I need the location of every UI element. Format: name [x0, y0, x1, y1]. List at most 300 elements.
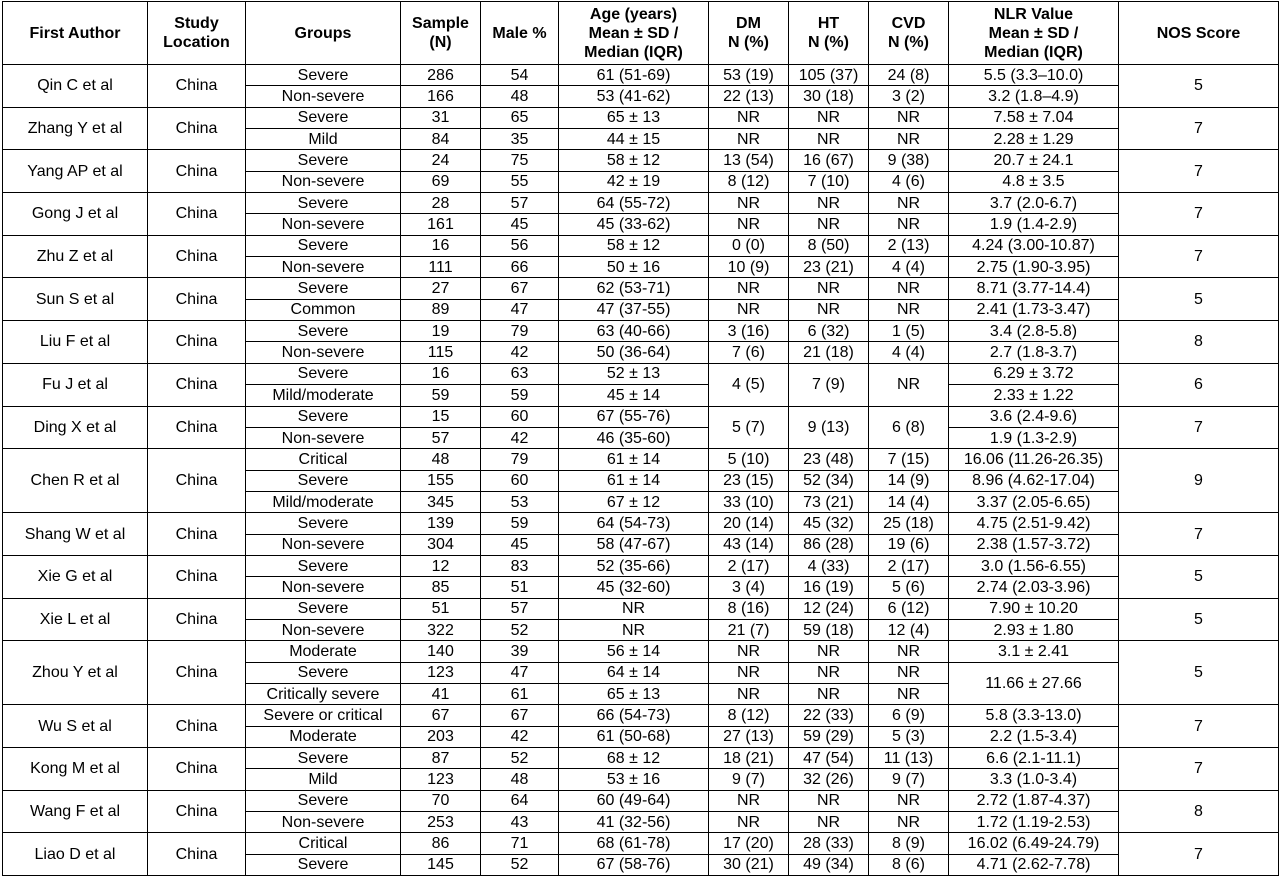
nos-score-cell: 7 [1119, 193, 1279, 236]
sample-cell: 57 [401, 427, 481, 448]
dm-cell: 5 (7) [709, 406, 789, 449]
sample-cell: 69 [401, 171, 481, 192]
column-header [789, 2, 869, 65]
dm-cell: NR [709, 812, 789, 833]
table-row [3, 790, 1279, 811]
group-cell: Severe [246, 513, 401, 534]
sample-cell: 86 [401, 833, 481, 854]
sample-cell: 16 [401, 363, 481, 384]
ht-cell: 21 (18) [789, 342, 869, 363]
first-author-cell: Yang AP et al [3, 150, 148, 193]
male-percent-cell: 57 [481, 598, 559, 619]
study-location-cell: China [148, 278, 246, 321]
sample-cell: 155 [401, 470, 481, 491]
first-author-cell: Xie G et al [3, 555, 148, 598]
ht-cell: 23 (48) [789, 449, 869, 470]
dm-cell: 2 (17) [709, 555, 789, 576]
column-header-line: NLR Value [993, 5, 1074, 23]
nos-score-cell: 8 [1119, 321, 1279, 364]
first-author-cell: Xie L et al [3, 598, 148, 641]
sample-cell: 166 [401, 86, 481, 107]
nos-score-cell: 5 [1119, 598, 1279, 641]
study-location-cell: China [148, 235, 246, 278]
ht-cell: 7 (10) [789, 171, 869, 192]
column-header [559, 2, 709, 65]
male-percent-cell: 39 [481, 641, 559, 662]
sample-cell: 115 [401, 342, 481, 363]
first-author-cell: Ding X et al [3, 406, 148, 449]
dm-cell: NR [709, 129, 789, 150]
table-row [3, 406, 1279, 427]
nlr-cell: 3.1 ± 2.41 [949, 641, 1119, 662]
group-cell: Moderate [246, 726, 401, 747]
group-cell: Severe [246, 598, 401, 619]
ht-cell: 22 (33) [789, 705, 869, 726]
ht-cell: 16 (67) [789, 150, 869, 171]
nlr-cell: 2.2 (1.5-3.4) [949, 726, 1119, 747]
table-row [3, 705, 1279, 726]
nos-score-cell: 7 [1119, 748, 1279, 791]
group-cell: Mild [246, 129, 401, 150]
cvd-cell: NR [869, 107, 949, 128]
cvd-cell: 14 (4) [869, 491, 949, 512]
dm-cell: 30 (21) [709, 854, 789, 875]
nlr-cell: 2.74 (2.03-3.96) [949, 577, 1119, 598]
age-cell: 52 ± 13 [559, 363, 709, 384]
ht-cell: NR [789, 193, 869, 214]
group-cell: Non-severe [246, 427, 401, 448]
ht-cell: 32 (26) [789, 769, 869, 790]
ht-cell: 105 (37) [789, 65, 869, 86]
column-header-line: DM [736, 15, 761, 32]
age-cell: 68 ± 12 [559, 748, 709, 769]
sample-cell: 123 [401, 662, 481, 683]
age-cell: 45 ± 14 [559, 385, 709, 406]
cvd-cell: 9 (38) [869, 150, 949, 171]
male-percent-cell: 79 [481, 321, 559, 342]
sample-cell: 253 [401, 812, 481, 833]
dm-cell: 8 (12) [709, 705, 789, 726]
cvd-cell: 6 (8) [869, 406, 949, 449]
sample-cell: 41 [401, 683, 481, 704]
dm-cell: NR [709, 107, 789, 128]
age-cell: 67 (55-76) [559, 406, 709, 427]
first-author-cell: Zhang Y et al [3, 107, 148, 150]
cvd-cell: 24 (8) [869, 65, 949, 86]
ht-cell: NR [789, 278, 869, 299]
ht-cell: NR [789, 812, 869, 833]
cvd-cell: NR [869, 193, 949, 214]
male-percent-cell: 35 [481, 129, 559, 150]
cvd-cell: 8 (9) [869, 833, 949, 854]
first-author-cell: Gong J et al [3, 193, 148, 236]
nos-score-cell: 5 [1119, 278, 1279, 321]
cvd-cell: 4 (4) [869, 257, 949, 278]
age-cell: 50 ± 16 [559, 257, 709, 278]
nlr-cell: 2.75 (1.90-3.95) [949, 257, 1119, 278]
sample-cell: 27 [401, 278, 481, 299]
nos-score-cell: 7 [1119, 150, 1279, 193]
male-percent-cell: 53 [481, 491, 559, 512]
cvd-cell: 7 (15) [869, 449, 949, 470]
cvd-cell: NR [869, 641, 949, 662]
study-location-cell: China [148, 65, 246, 108]
nlr-cell: 2.72 (1.87-4.37) [949, 790, 1119, 811]
male-percent-cell: 54 [481, 65, 559, 86]
dm-cell: 27 (13) [709, 726, 789, 747]
sample-cell: 145 [401, 854, 481, 875]
ht-cell: 30 (18) [789, 86, 869, 107]
cvd-cell: 2 (13) [869, 235, 949, 256]
group-cell: Severe [246, 278, 401, 299]
nlr-cell: 5.8 (3.3-13.0) [949, 705, 1119, 726]
ht-cell: NR [789, 299, 869, 320]
dm-cell: 0 (0) [709, 235, 789, 256]
column-header-line: (N) [429, 34, 452, 51]
nlr-cell: 2.41 (1.73-3.47) [949, 299, 1119, 320]
study-location-cell: China [148, 513, 246, 556]
first-author-cell: Sun S et al [3, 278, 148, 321]
dm-cell: 8 (12) [709, 171, 789, 192]
age-cell: 60 (49-64) [559, 790, 709, 811]
study-location-cell: China [148, 321, 246, 364]
dm-cell: 33 (10) [709, 491, 789, 512]
nos-score-cell: 7 [1119, 513, 1279, 556]
group-cell: Severe [246, 662, 401, 683]
male-percent-cell: 45 [481, 534, 559, 555]
age-cell: 66 (54-73) [559, 705, 709, 726]
nlr-cell: 16.06 (11.26-26.35) [949, 449, 1119, 470]
group-cell: Non-severe [246, 534, 401, 555]
male-percent-cell: 42 [481, 342, 559, 363]
dm-cell: NR [709, 278, 789, 299]
table-row [3, 363, 1279, 384]
group-cell: Severe or critical [246, 705, 401, 726]
male-percent-cell: 67 [481, 705, 559, 726]
cvd-cell: NR [869, 278, 949, 299]
table-row [3, 748, 1279, 769]
group-cell: Moderate [246, 641, 401, 662]
nos-score-cell: 7 [1119, 833, 1279, 876]
cvd-cell: NR [869, 812, 949, 833]
nlr-cell: 2.38 (1.57-3.72) [949, 534, 1119, 555]
sample-cell: 89 [401, 299, 481, 320]
ht-cell: 59 (29) [789, 726, 869, 747]
male-percent-cell: 52 [481, 854, 559, 875]
ht-cell: 49 (34) [789, 854, 869, 875]
age-cell: 44 ± 15 [559, 129, 709, 150]
group-cell: Severe [246, 470, 401, 491]
group-cell: Common [246, 299, 401, 320]
group-cell: Critically severe [246, 683, 401, 704]
age-cell: 52 (35-66) [559, 555, 709, 576]
dm-cell: NR [709, 790, 789, 811]
age-cell: 42 ± 19 [559, 171, 709, 192]
cvd-cell: 4 (6) [869, 171, 949, 192]
sample-cell: 123 [401, 769, 481, 790]
column-header-line: Study [174, 15, 219, 32]
group-cell: Non-severe [246, 86, 401, 107]
group-cell: Critical [246, 449, 401, 470]
column-header-line: Age (years) [589, 5, 678, 23]
age-cell: 53 (41-62) [559, 86, 709, 107]
age-cell: 61 ± 14 [559, 449, 709, 470]
nlr-cell: 1.9 (1.4-2.9) [949, 214, 1119, 235]
nlr-cell: 4.8 ± 3.5 [949, 171, 1119, 192]
ht-cell: 16 (19) [789, 577, 869, 598]
sample-cell: 51 [401, 598, 481, 619]
group-cell: Non-severe [246, 171, 401, 192]
first-author-cell: Shang W et al [3, 513, 148, 556]
column-header-line: N (%) [808, 34, 849, 51]
nlr-cell: 2.28 ± 1.29 [949, 129, 1119, 150]
dm-cell: 5 (10) [709, 449, 789, 470]
nos-score-cell: 8 [1119, 790, 1279, 833]
dm-cell: NR [709, 683, 789, 704]
table-row [3, 555, 1279, 576]
age-cell: 53 ± 16 [559, 769, 709, 790]
ht-cell: NR [789, 662, 869, 683]
age-cell: 41 (32-56) [559, 812, 709, 833]
nlr-cell: 3.2 (1.8–4.9) [949, 86, 1119, 107]
cvd-cell: 19 (6) [869, 534, 949, 555]
male-percent-cell: 42 [481, 726, 559, 747]
male-percent-cell: 67 [481, 278, 559, 299]
sample-cell: 19 [401, 321, 481, 342]
study-characteristics-table [2, 1, 1279, 876]
study-location-cell: China [148, 555, 246, 598]
male-percent-cell: 52 [481, 619, 559, 640]
first-author-cell: Kong M et al [3, 748, 148, 791]
cvd-cell: 6 (9) [869, 705, 949, 726]
first-author-cell: Qin C et al [3, 65, 148, 108]
ht-cell: 12 (24) [789, 598, 869, 619]
male-percent-cell: 47 [481, 299, 559, 320]
first-author-cell: Zhu Z et al [3, 235, 148, 278]
first-author-cell: Liu F et al [3, 321, 148, 364]
male-percent-cell: 48 [481, 86, 559, 107]
nlr-cell: 3.6 (2.4-9.6) [949, 406, 1119, 427]
cvd-cell: NR [869, 683, 949, 704]
column-header-line: NOS Score [1156, 24, 1241, 42]
column-header [709, 2, 789, 65]
nos-score-cell: 9 [1119, 449, 1279, 513]
group-cell: Critical [246, 833, 401, 854]
dm-cell: 4 (5) [709, 363, 789, 406]
ht-cell: 73 (21) [789, 491, 869, 512]
age-cell: 58 ± 12 [559, 150, 709, 171]
nlr-cell: 7.90 ± 10.20 [949, 598, 1119, 619]
age-cell: 47 (37-55) [559, 299, 709, 320]
group-cell: Non-severe [246, 577, 401, 598]
ht-cell: NR [789, 107, 869, 128]
dm-cell: NR [709, 641, 789, 662]
group-cell: Severe [246, 748, 401, 769]
ht-cell: 23 (21) [789, 257, 869, 278]
male-percent-cell: 75 [481, 150, 559, 171]
age-cell: 67 (58-76) [559, 854, 709, 875]
nlr-cell: 3.0 (1.56-6.55) [949, 555, 1119, 576]
column-header-line: Location [163, 34, 230, 51]
age-cell: 64 ± 14 [559, 662, 709, 683]
nlr-cell: 11.66 ± 27.66 [949, 662, 1119, 705]
dm-cell: 7 (6) [709, 342, 789, 363]
nlr-cell: 1.9 (1.3-2.9) [949, 427, 1119, 448]
nlr-cell: 3.37 (2.05-6.65) [949, 491, 1119, 512]
table-row [3, 598, 1279, 619]
sample-cell: 85 [401, 577, 481, 598]
ht-cell: 86 (28) [789, 534, 869, 555]
ht-cell: 8 (50) [789, 235, 869, 256]
table-row [3, 833, 1279, 854]
column-header-line: Median (IQR) [984, 43, 1083, 61]
group-cell: Severe [246, 790, 401, 811]
study-location-cell: China [148, 107, 246, 150]
ht-cell: NR [789, 641, 869, 662]
study-location-cell: China [148, 748, 246, 791]
nlr-cell: 6.29 ± 3.72 [949, 363, 1119, 384]
column-header-line: HT [817, 15, 840, 32]
nlr-cell: 3.7 (2.0-6.7) [949, 193, 1119, 214]
nlr-cell: 4.75 (2.51-9.42) [949, 513, 1119, 534]
cvd-cell: NR [869, 662, 949, 683]
column-header [869, 2, 949, 65]
age-cell: 50 (36-64) [559, 342, 709, 363]
group-cell: Severe [246, 235, 401, 256]
nlr-cell: 1.72 (1.19-2.53) [949, 812, 1119, 833]
dm-cell: 21 (7) [709, 619, 789, 640]
sample-cell: 59 [401, 385, 481, 406]
dm-cell: 17 (20) [709, 833, 789, 854]
male-percent-cell: 52 [481, 748, 559, 769]
age-cell: 62 (53-71) [559, 278, 709, 299]
male-percent-cell: 48 [481, 769, 559, 790]
age-cell: 45 (33-62) [559, 214, 709, 235]
sample-cell: 28 [401, 193, 481, 214]
nlr-cell: 7.58 ± 7.04 [949, 107, 1119, 128]
dm-cell: 22 (13) [709, 86, 789, 107]
group-cell: Mild/moderate [246, 491, 401, 512]
group-cell: Severe [246, 65, 401, 86]
cvd-cell: NR [869, 790, 949, 811]
sample-cell: 16 [401, 235, 481, 256]
column-header-line: N (%) [728, 34, 769, 51]
male-percent-cell: 60 [481, 406, 559, 427]
dm-cell: 23 (15) [709, 470, 789, 491]
table-row [3, 235, 1279, 256]
group-cell: Non-severe [246, 812, 401, 833]
dm-cell: 8 (16) [709, 598, 789, 619]
group-cell: Severe [246, 363, 401, 384]
dm-cell: NR [709, 214, 789, 235]
nlr-cell: 8.96 (4.62-17.04) [949, 470, 1119, 491]
nlr-cell: 6.6 (2.1-11.1) [949, 748, 1119, 769]
sample-cell: 84 [401, 129, 481, 150]
nos-score-cell: 6 [1119, 363, 1279, 406]
sample-cell: 24 [401, 150, 481, 171]
dm-cell: 9 (7) [709, 769, 789, 790]
table-row [3, 193, 1279, 214]
male-percent-cell: 59 [481, 385, 559, 406]
nlr-cell: 4.24 (3.00-10.87) [949, 235, 1119, 256]
group-cell: Severe [246, 406, 401, 427]
table-row [3, 107, 1279, 128]
nlr-cell: 8.71 (3.77-14.4) [949, 278, 1119, 299]
study-location-cell: China [148, 449, 246, 513]
study-location-cell: China [148, 833, 246, 876]
age-cell: 64 (54-73) [559, 513, 709, 534]
cvd-cell: 6 (12) [869, 598, 949, 619]
dm-cell: NR [709, 193, 789, 214]
cvd-cell: 1 (5) [869, 321, 949, 342]
sample-cell: 87 [401, 748, 481, 769]
column-header-line: N (%) [888, 34, 929, 51]
ht-cell: 28 (33) [789, 833, 869, 854]
dm-cell: NR [709, 662, 789, 683]
male-percent-cell: 71 [481, 833, 559, 854]
study-location-cell: China [148, 193, 246, 236]
male-percent-cell: 57 [481, 193, 559, 214]
group-cell: Severe [246, 555, 401, 576]
sample-cell: 345 [401, 491, 481, 512]
age-cell: 61 (51-69) [559, 65, 709, 86]
male-percent-cell: 55 [481, 171, 559, 192]
male-percent-cell: 42 [481, 427, 559, 448]
sample-cell: 111 [401, 257, 481, 278]
age-cell: 46 (35-60) [559, 427, 709, 448]
age-cell: NR [559, 619, 709, 640]
cvd-cell: 12 (4) [869, 619, 949, 640]
cvd-cell: 9 (7) [869, 769, 949, 790]
male-percent-cell: 66 [481, 257, 559, 278]
ht-cell: 59 (18) [789, 619, 869, 640]
nlr-cell: 5.5 (3.3–10.0) [949, 65, 1119, 86]
nos-score-cell: 7 [1119, 107, 1279, 150]
sample-cell: 12 [401, 555, 481, 576]
cvd-cell: NR [869, 129, 949, 150]
nos-score-cell: 5 [1119, 555, 1279, 598]
male-percent-cell: 51 [481, 577, 559, 598]
cvd-cell: NR [869, 299, 949, 320]
ht-cell: 9 (13) [789, 406, 869, 449]
cvd-cell: 5 (6) [869, 577, 949, 598]
column-header [1119, 2, 1279, 65]
male-percent-cell: 56 [481, 235, 559, 256]
age-cell: 65 ± 13 [559, 107, 709, 128]
cvd-cell: 4 (4) [869, 342, 949, 363]
ht-cell: NR [789, 790, 869, 811]
male-percent-cell: 63 [481, 363, 559, 384]
sample-cell: 139 [401, 513, 481, 534]
first-author-cell: Liao D et al [3, 833, 148, 876]
sample-cell: 48 [401, 449, 481, 470]
study-location-cell: China [148, 150, 246, 193]
group-cell: Severe [246, 107, 401, 128]
nlr-cell: 20.7 ± 24.1 [949, 150, 1119, 171]
sample-cell: 31 [401, 107, 481, 128]
group-cell: Severe [246, 321, 401, 342]
group-cell: Mild [246, 769, 401, 790]
sample-cell: 15 [401, 406, 481, 427]
cvd-cell: NR [869, 214, 949, 235]
column-header [148, 2, 246, 65]
cvd-cell: 11 (13) [869, 748, 949, 769]
group-cell: Severe [246, 193, 401, 214]
nos-score-cell: 7 [1119, 705, 1279, 748]
column-header-line: Median (IQR) [584, 43, 683, 61]
age-cell: 56 ± 14 [559, 641, 709, 662]
nlr-cell: 3.3 (1.0-3.4) [949, 769, 1119, 790]
